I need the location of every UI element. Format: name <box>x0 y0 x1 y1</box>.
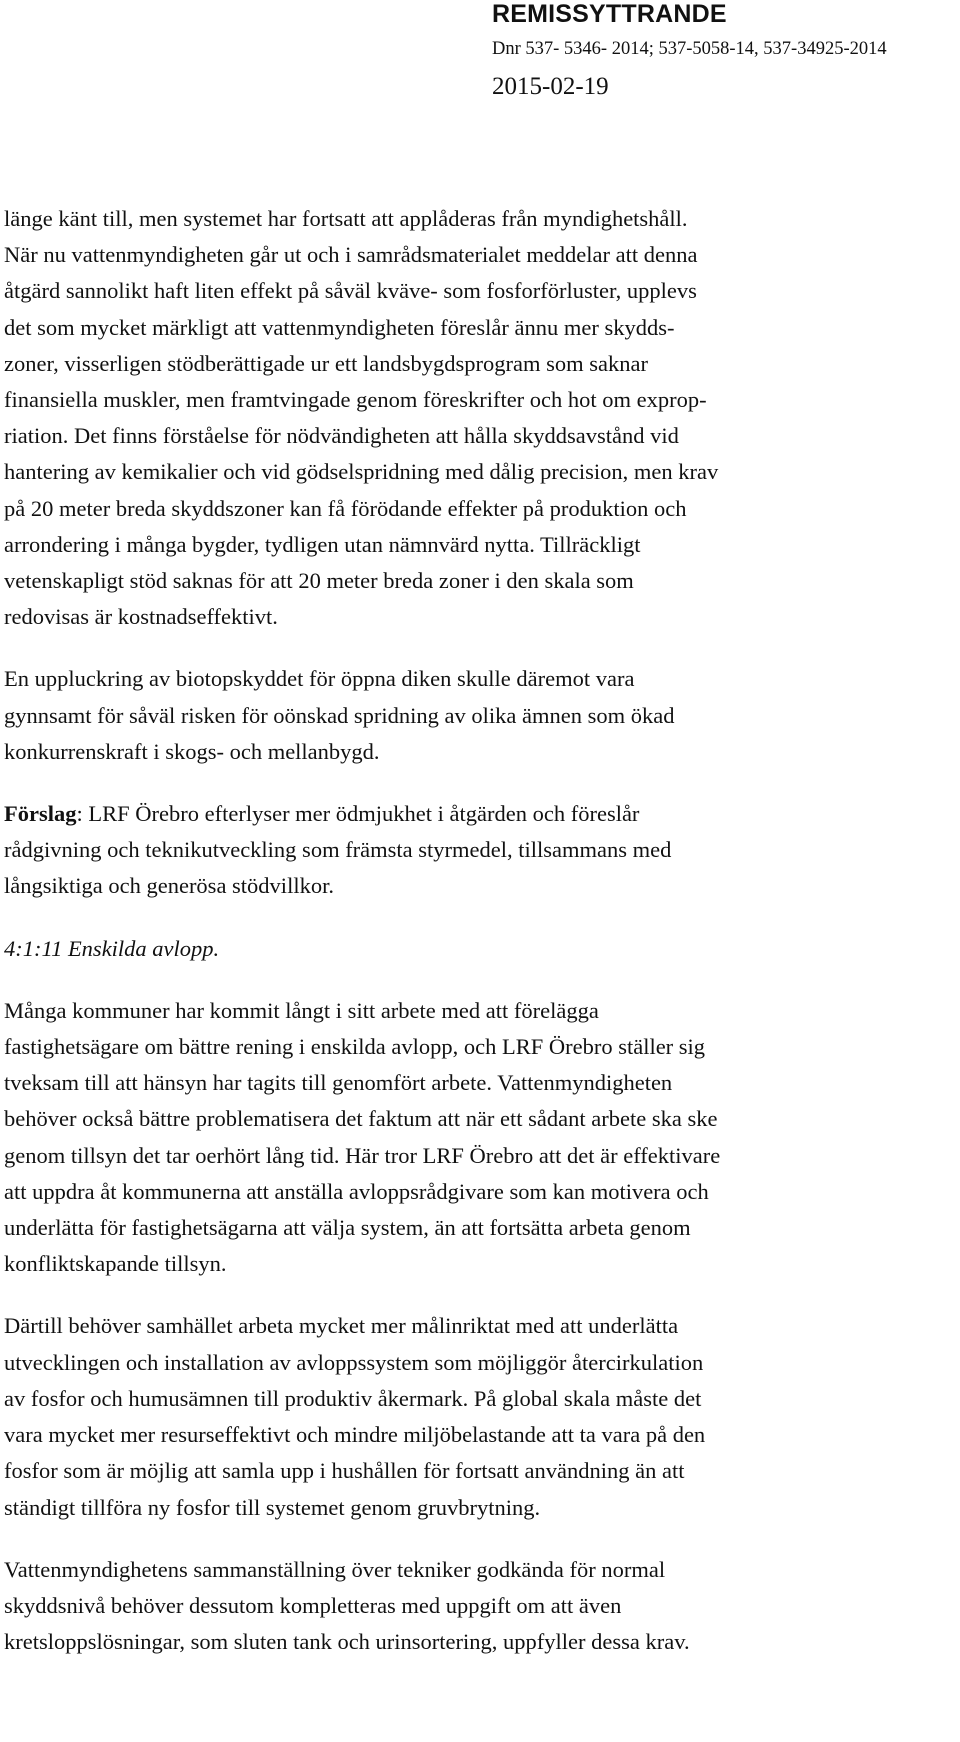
reference-number: Dnr 537- 5346- 2014; 537-5058-14, 537-34925-2014 <box>492 39 887 59</box>
text-line: fastighetsägare om bättre rening i enskilda avlopp, och LRF Örebro ställer sig <box>4 1034 706 1060</box>
text-line: arrondering i många bygder, tydligen utan nämnvärd nytta. Tillräckligt <box>4 531 641 557</box>
text-line: behöver också bättre problematisera det faktum att när ett sådant arbete ska ske <box>4 1106 718 1132</box>
text-line: Många kommuner har kommit långt i sitt arbete med att förelägga <box>4 997 599 1023</box>
text-line: redovisas är kostnadseffektivt. <box>4 604 278 630</box>
text-line: underlätta för fastighetsägarna att välja system, än att fortsätta arbeta genom <box>4 1215 691 1241</box>
text-line: av fosfor och humusämnen till produktiv åkermark. På global skala måste det <box>4 1385 702 1411</box>
paragraph-skyddszoner <box>4 201 954 635</box>
text-line: ständigt tillföra ny fosfor till systemet genom gruvbrytning. <box>4 1494 541 1520</box>
text-line: rådgivning och teknikutveckling som främsta styrmedel, tillsammans med <box>4 837 672 863</box>
paragraph-kommuner <box>4 993 954 1283</box>
text-line: åtgärd sannolikt haft liten effekt på såväl kväve- som fosforförluster, upplevs <box>4 278 697 304</box>
document-type-title: REMISSYTTRANDE <box>492 0 727 28</box>
section-heading <box>4 931 954 967</box>
text-line: När nu vattenmyndigheten går ut och i samrådsmaterialet meddelar att denna <box>4 242 698 268</box>
paragraph-tekniker <box>4 1552 954 1661</box>
paragraph-forslag <box>4 796 954 905</box>
text-line: vetenskapligt stöd saknas för att 20 meter breda zoner i den skala som <box>4 568 634 594</box>
proposal-text: : LRF Örebro efterlyser mer ödmjukhet i åtgärden och föreslår <box>76 801 640 827</box>
text-line: Vattenmyndighetens sammanställning över tekniker godkända för normal <box>4 1556 666 1582</box>
text-line: utvecklingen och installation av avloppssystem som möjliggör återcirkulation <box>4 1349 704 1375</box>
text-line: att uppdra åt kommunerna att anställa avloppsrådgivare som kan motivera och <box>4 1178 709 1204</box>
text-line: vara mycket mer resurseffektivt och mindre miljöbelastande att ta vara på den <box>4 1422 706 1448</box>
text-line: gynnsamt för såväl risken för oönskad spridning av olika ämnen som ökad <box>4 702 675 728</box>
text-line: konkurrenskraft i skogs- och mellanbygd. <box>4 738 380 764</box>
document-date: 2015-02-19 <box>492 73 609 100</box>
section-heading-text: 4:1:11 Enskilda avlopp. <box>4 935 220 961</box>
text-line: fosfor som är möjlig att samla upp i hushållen för fortsatt användning än att <box>4 1458 685 1484</box>
text-line: tveksam till att hänsyn har tagits till genomfört arbete. Vattenmyndigheten <box>4 1070 673 1096</box>
text-line: skyddsnivå behöver dessutom kompletteras med uppgift om att även <box>4 1592 622 1618</box>
text-line: länge känt till, men systemet har fortsatt att applåderas från myndighetshåll. <box>4 206 688 231</box>
text-line: det som mycket märkligt att vattenmyndigheten föreslår ännu mer skydds- <box>4 314 675 340</box>
text-line: genom tillsyn det tar oerhört lång tid. Här tror LRF Örebro att det är effektivare <box>4 1142 721 1168</box>
proposal-label: Förslag <box>4 801 77 827</box>
document-header <box>492 0 960 101</box>
text-line: hantering av kemikalier och vid gödselspridning med dålig precision, men krav <box>4 459 719 485</box>
paragraph-fosfor <box>4 1308 954 1525</box>
text-line: finansiella muskler, men framtvingade genom föreskrifter och hot om exprop- <box>4 387 707 413</box>
text-line: på 20 meter breda skyddszoner kan få förödande effekter på produktion och <box>4 495 687 521</box>
text-line: zoner, visserligen stödberättigade ur ett landsbygdsprogram som saknar <box>4 350 648 376</box>
text-line: konfliktskapande tillsyn. <box>4 1251 227 1277</box>
paragraph-biotopskydd <box>4 661 954 770</box>
text-line: riation. Det finns förståelse för nödvändigheten att hålla skyddsavstånd vid <box>4 423 679 449</box>
document-body <box>4 201 954 1686</box>
text-line: En uppluckring av biotopskyddet för öppna diken skulle däremot vara <box>4 666 635 692</box>
text-line: Därtill behöver samhället arbeta mycket mer målinriktat med att underlätta <box>4 1313 679 1339</box>
text-line: kretsloppslösningar, som sluten tank och urinsortering, uppfyller dessa krav. <box>4 1629 690 1655</box>
text-line <box>4 796 954 832</box>
text-line: långsiktiga och generösa stödvillkor. <box>4 873 334 899</box>
